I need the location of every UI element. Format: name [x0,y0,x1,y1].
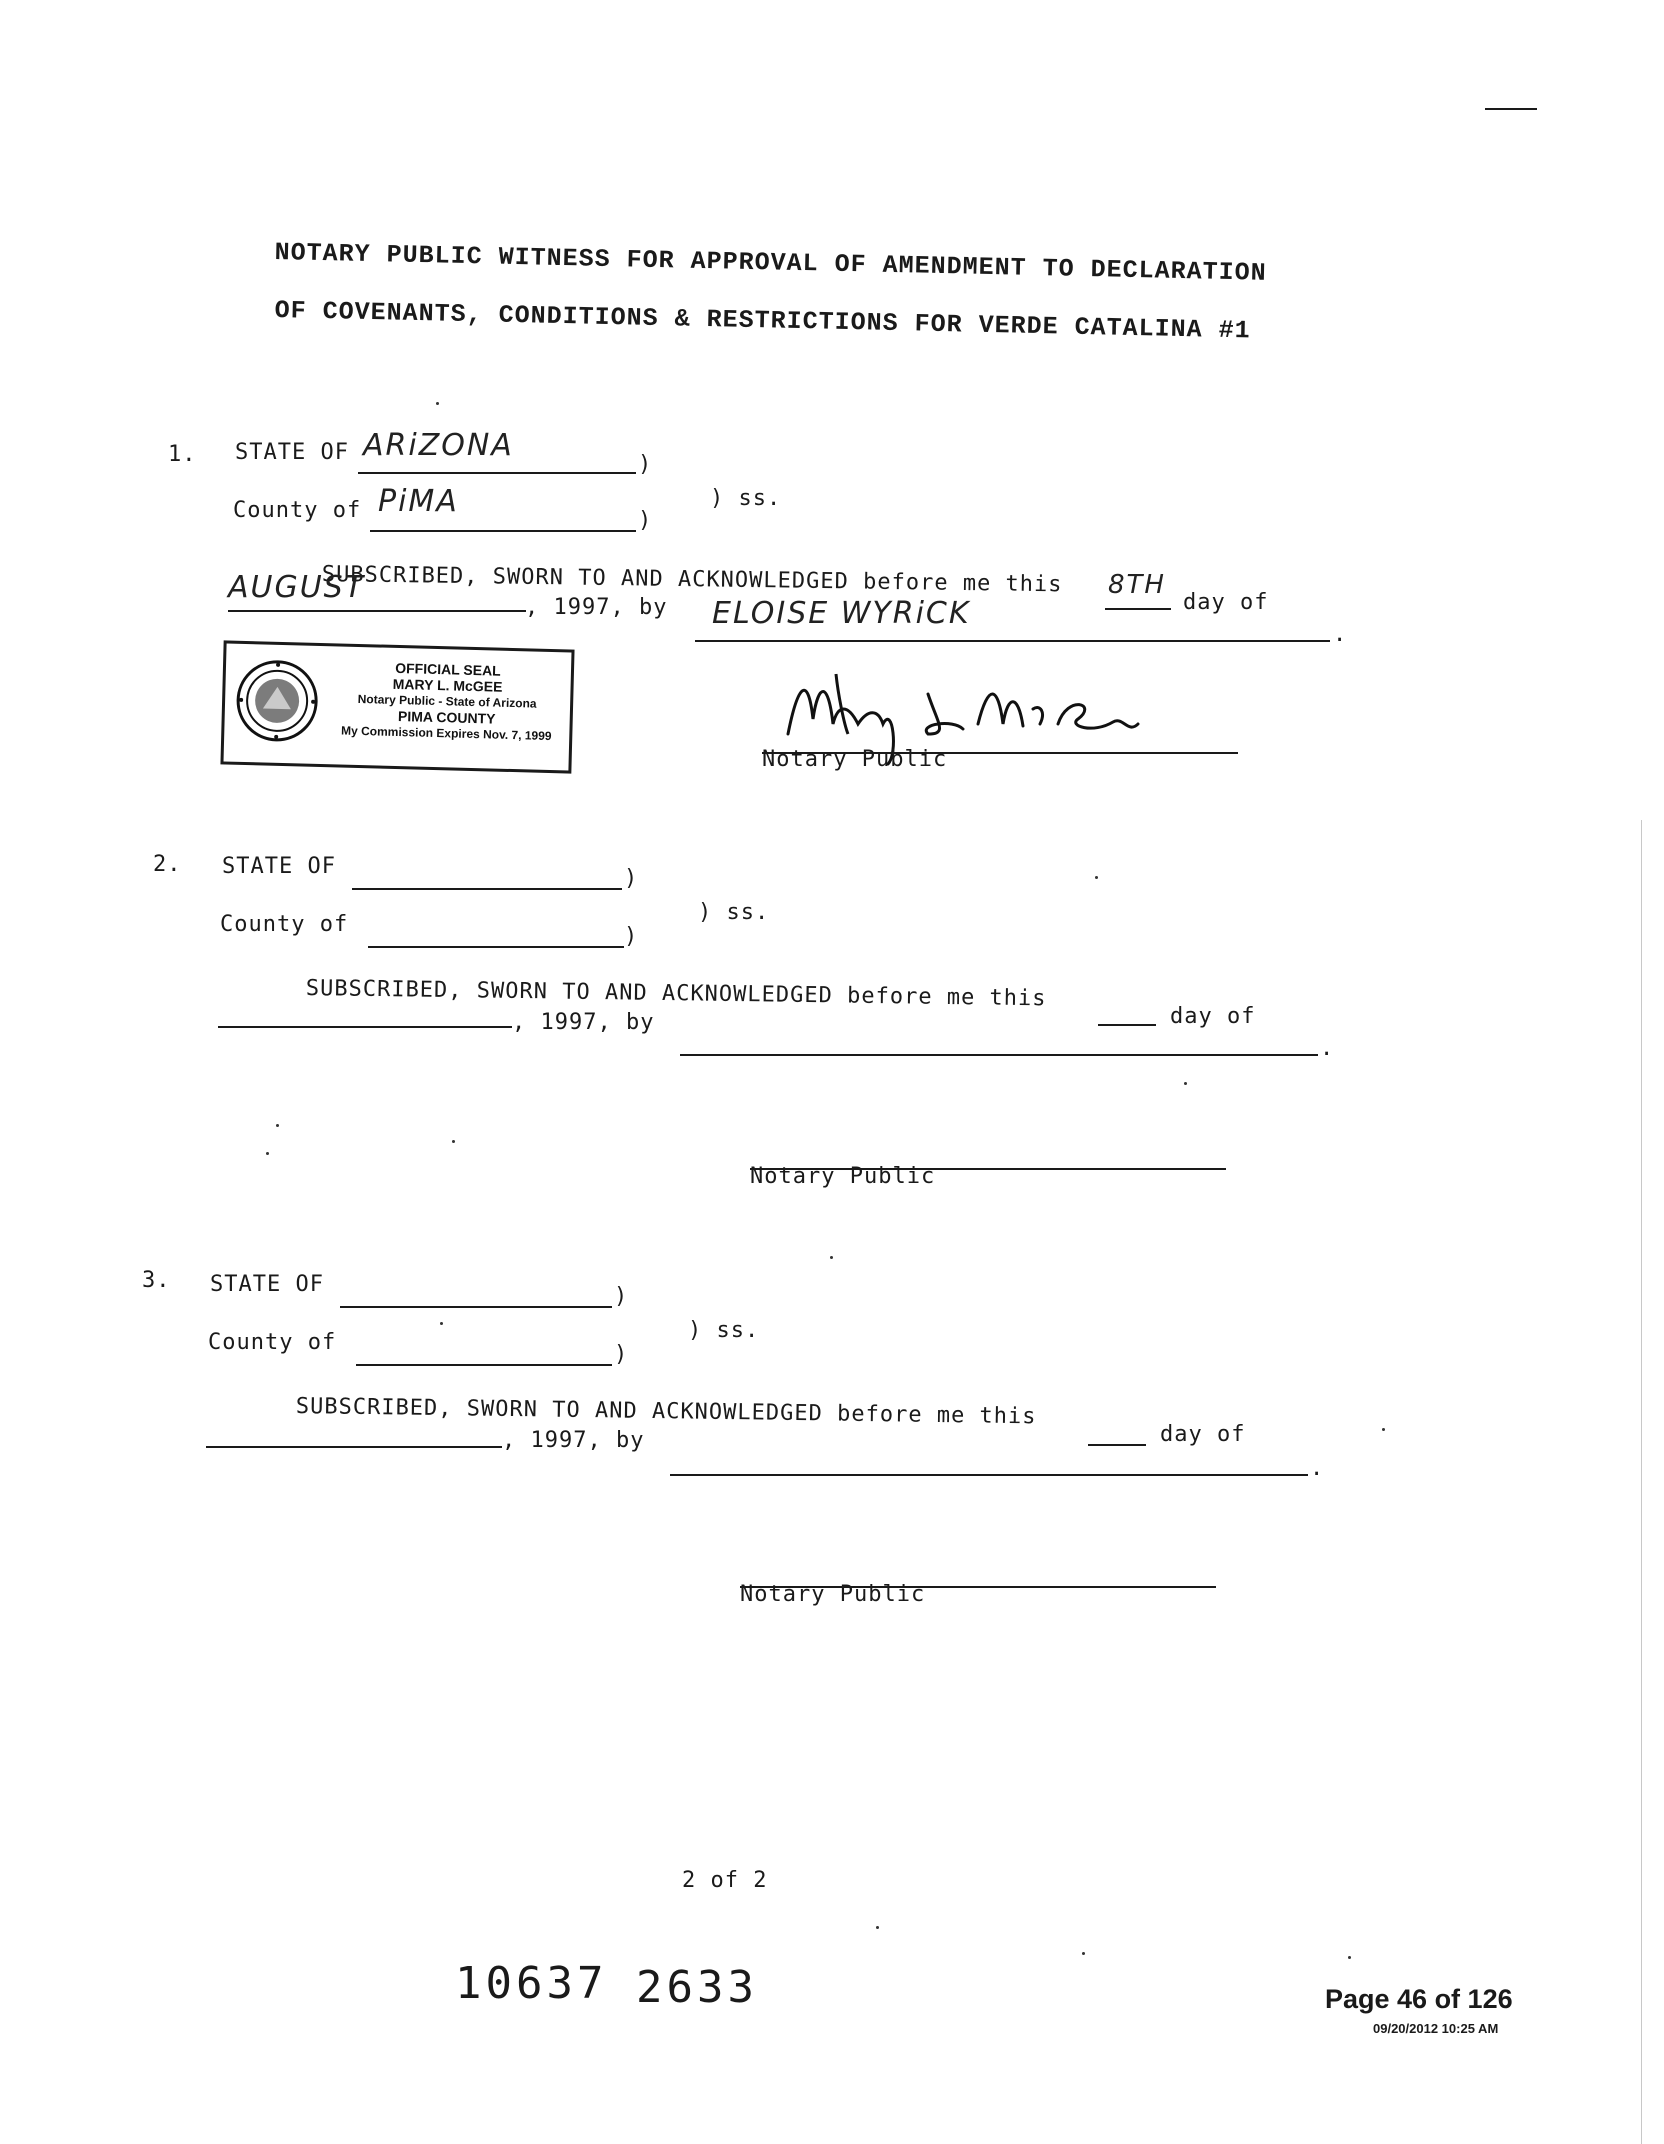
month-line [218,1026,512,1028]
ss-label: ) ss. [710,486,782,511]
seal-line-5: My Commission Expires Nov. 7, 1999 [340,723,552,744]
subscribed-text: SUBSCRIBED, SWORN TO AND ACKNOWLEDGED before me this [321,562,1063,598]
subscribed-text: SUBSCRIBED, SWORN TO AND ACKNOWLEDGED before me this [305,976,1047,1012]
month-line [228,610,526,612]
scan-speck [452,1140,455,1143]
seal-line-3: Notary Public - State of Arizona [357,691,537,711]
scan-speck [436,402,439,405]
by-line [680,1054,1318,1056]
period: . [1310,1456,1325,1481]
day-of-label: day of [1183,590,1269,615]
ss-label: ) ss. [698,900,770,925]
state-line [340,1306,612,1308]
page-number-label: Page 46 of 126 [1325,1984,1513,2014]
document-title-line-1: NOTARY PUBLIC WITNESS FOR APPROVAL OF AMENDMENT TO DECLARATION [274,238,1267,288]
day-line [1088,1444,1146,1446]
by-value: ELOISE WYRiCK [712,596,971,631]
state-line [352,888,622,890]
state-value: ARiZONA [363,428,514,463]
official-seal-stamp [220,640,574,773]
paren: ) [614,1342,628,1367]
subscribed-text: SUBSCRIBED, SWORN TO AND ACKNOWLEDGED before me this [295,1394,1037,1430]
day-of-label: day of [1160,1422,1246,1447]
notary-public-label: Notary Public [740,1582,926,1607]
section-number: 3. [142,1268,171,1293]
print-timestamp: 09/20/2012 10:25 AM [1373,2021,1499,2036]
corner-mark [1485,108,1537,110]
paren: ) [624,924,638,949]
ss-label: ) ss. [688,1318,760,1343]
state-line [358,472,636,474]
state-of-label: STATE OF [222,854,336,879]
period: . [1333,622,1348,647]
scan-speck [830,1256,833,1259]
scan-speck [1348,1956,1351,1959]
document-title-line-2: OF COVENANTS, CONDITIONS & RESTRICTIONS FOR VERDE CATALINA #1 [274,296,1251,346]
seal-text [326,658,568,744]
recording-number-page: 2633 [636,1962,758,2013]
year-by-label: , 1997, by [512,1010,655,1035]
paren: ) [638,452,652,477]
county-line [370,530,636,532]
day-line [1105,608,1171,610]
scan-edge-line [1641,820,1642,2144]
county-of-label: County of [220,912,349,937]
scan-speck [440,1322,443,1325]
section-number: 2. [153,852,182,877]
county-line [356,1364,612,1366]
period: . [1320,1036,1335,1061]
scan-speck [266,1152,269,1155]
scan-speck [1382,1428,1385,1431]
scan-speck [1082,1952,1085,1955]
paren: ) [624,866,638,891]
scan-speck [1095,876,1098,879]
recording-number-docket: 10637 [455,1958,608,2009]
seal-line-2: MARY L. McGEE [392,675,503,695]
day-of-label: day of [1170,1004,1256,1029]
day-line [1098,1024,1156,1026]
scan-speck [1184,1082,1187,1085]
notary-public-label: Notary Public [750,1164,936,1189]
by-line [695,640,1330,642]
notary-public-label: Notary Public [762,747,948,772]
paren: ) [638,508,652,533]
day-value: 8TH [1108,570,1166,600]
county-of-label: County of [233,498,362,523]
by-line [670,1474,1308,1476]
paren: ) [614,1284,628,1309]
county-of-label: County of [208,1330,337,1355]
seal-line-4: PIMA COUNTY [397,708,496,727]
section-number: 1. [168,442,197,467]
seal-line-1: OFFICIAL SEAL [395,659,501,679]
month-value: AUGUST [228,570,366,605]
scan-speck [276,1124,279,1127]
page-of-indicator: 2 of 2 [682,1868,768,1893]
county-line [368,946,624,948]
county-value: PiMA [378,484,459,519]
state-seal-emblem-icon [234,658,320,744]
scan-speck [876,1926,879,1929]
year-by-label: , 1997, by [525,595,668,620]
year-by-label: , 1997, by [502,1428,645,1453]
month-line [206,1446,502,1448]
state-of-label: STATE OF [210,1272,324,1297]
state-of-label: STATE OF [235,440,349,465]
